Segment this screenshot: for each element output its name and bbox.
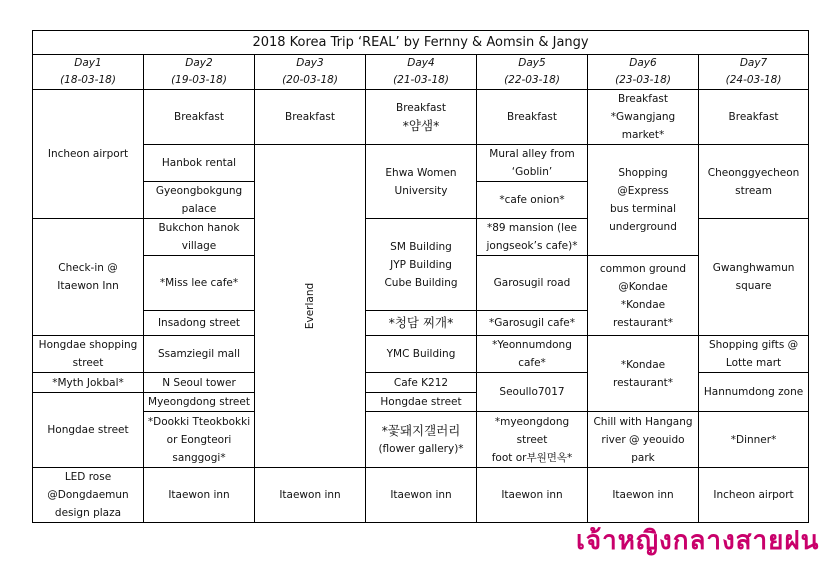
schedule-cell: Itaewon inn <box>588 468 699 523</box>
schedule-cell: Myeongdong street <box>144 393 255 412</box>
schedule-cell: Cheonggyecheon stream <box>699 145 809 219</box>
schedule-cell: Seoullo7017 <box>477 373 588 412</box>
schedule-cell: Itaewon inn <box>366 468 477 523</box>
schedule-cell: Insadong street <box>144 311 255 336</box>
schedule-cell: Hanbok rental <box>144 145 255 182</box>
schedule-cell: *89 mansion (lee jongseok’s cafe)* <box>477 219 588 256</box>
schedule-cell: Hongdae shopping street <box>33 336 144 373</box>
itinerary-table <box>32 30 809 523</box>
schedule-cell: Hongdae street <box>33 393 144 468</box>
day-header: Day3 (20-03-18) <box>255 55 366 90</box>
day-header: Day1 (18-03-18) <box>33 55 144 90</box>
schedule-cell: Breakfast *얌샘* <box>366 90 477 145</box>
schedule-cell: *Kondae restaurant* <box>588 336 699 412</box>
schedule-cell: Breakfast <box>477 90 588 145</box>
schedule-cell: Breakfast <box>699 90 809 145</box>
schedule-cell: Incheon airport <box>33 90 144 219</box>
schedule-cell: Mural alley from ‘Goblin’ <box>477 145 588 182</box>
schedule-cell: Ssamziegil mall <box>144 336 255 373</box>
schedule-cell: *myeongdong street foot or부원면옥* <box>477 412 588 468</box>
day-header: Day6 (23-03-18) <box>588 55 699 90</box>
schedule-cell-everland: Everland <box>255 145 366 468</box>
schedule-cell: *Dookki Tteokbokki or Eongteori sanggogi* <box>144 412 255 468</box>
schedule-cell: LED rose @Dongdaemun design plaza <box>33 468 144 523</box>
schedule-cell: *Dinner* <box>699 412 809 468</box>
schedule-cell: Ehwa Women University <box>366 145 477 219</box>
schedule-cell: Incheon airport <box>699 468 809 523</box>
schedule-cell: Gwanghwamun square <box>699 219 809 336</box>
schedule-cell: Shopping gifts @ Lotte mart <box>699 336 809 373</box>
schedule-cell: *Yeonnumdong cafe* <box>477 336 588 373</box>
schedule-cell: N Seoul tower <box>144 373 255 393</box>
schedule-cell: Breakfast <box>255 90 366 145</box>
schedule-cell: *Miss lee cafe* <box>144 256 255 311</box>
schedule-cell: SM Building JYP Building Cube Building <box>366 219 477 311</box>
schedule-cell: Check-in @ Itaewon Inn <box>33 219 144 336</box>
schedule-cell: *꽃돼지갤러리 (flower gallery)* <box>366 412 477 468</box>
schedule-cell: Hongdae street <box>366 393 477 412</box>
schedule-cell: *Myth Jokbal* <box>33 373 144 393</box>
schedule-cell: Garosugil road <box>477 256 588 311</box>
schedule-cell: Gyeongbokgung palace <box>144 182 255 219</box>
schedule-cell: Itaewon inn <box>477 468 588 523</box>
schedule-cell: Cafe K212 <box>366 373 477 393</box>
schedule-cell: Chill with Hangang river @ yeouido park <box>588 412 699 468</box>
schedule-cell: Bukchon hanok village <box>144 219 255 256</box>
schedule-cell: Itaewon inn <box>255 468 366 523</box>
schedule-cell: YMC Building <box>366 336 477 373</box>
day-header: Day4 (21-03-18) <box>366 55 477 90</box>
schedule-cell: *Garosugil cafe* <box>477 311 588 336</box>
day-header: Day5 (22-03-18) <box>477 55 588 90</box>
schedule-cell: *cafe onion* <box>477 182 588 219</box>
schedule-cell: Breakfast <box>144 90 255 145</box>
schedule-cell: Hannumdong zone <box>699 373 809 412</box>
schedule-cell: Itaewon inn <box>144 468 255 523</box>
signature-watermark: เจ้าหญิงกลางสายฝน <box>576 526 820 556</box>
schedule-cell: Shopping @Express bus terminal underground <box>588 145 699 256</box>
day-header: Day7 (24-03-18) <box>699 55 809 90</box>
schedule-cell: *청담 찌개* <box>366 311 477 336</box>
schedule-cell: common ground @Kondae *Kondae restaurant* <box>588 256 699 336</box>
day-header: Day2 (19-03-18) <box>144 55 255 90</box>
schedule-cell: Breakfast *Gwangjang market* <box>588 90 699 145</box>
trip-title: 2018 Korea Trip ‘REAL’ by Fernny & Aomsin & Jangy <box>33 31 809 55</box>
